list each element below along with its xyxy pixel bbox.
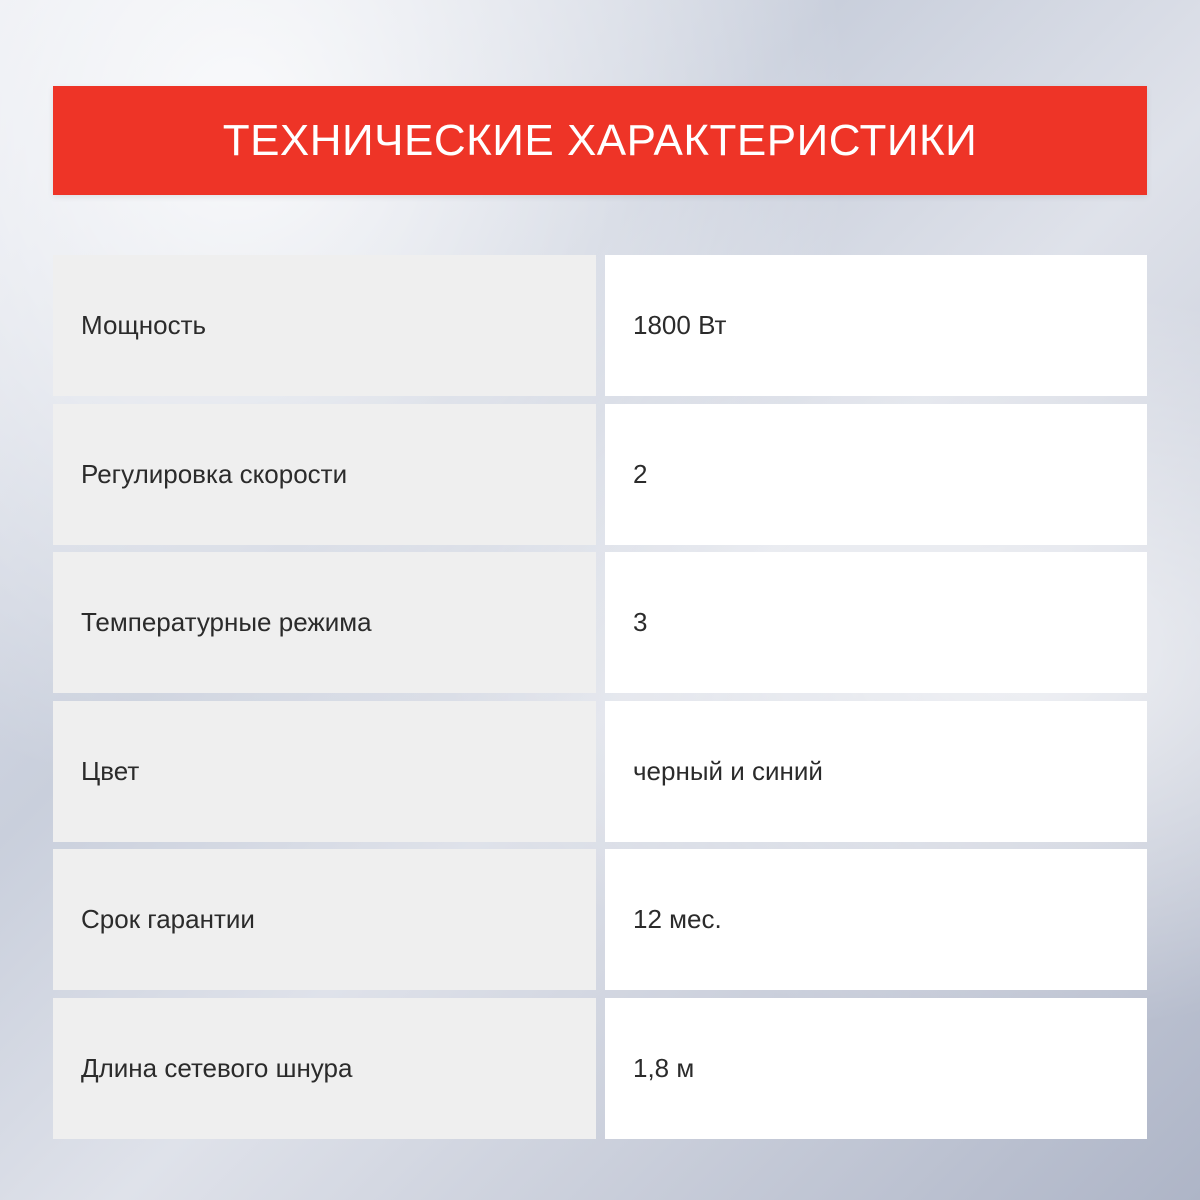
table-row: [53, 701, 1147, 842]
specs-table: [53, 255, 1147, 1139]
spec-value-cord-length: 1,8 м: [605, 998, 1147, 1139]
spec-value-power: 1800 Вт: [605, 255, 1147, 396]
spec-value-color: черный и синий: [605, 701, 1147, 842]
page-title: ТЕХНИЧЕСКИЕ ХАРАКТЕРИСТИКИ: [222, 115, 978, 165]
spec-label-warranty: Срок гарантии: [53, 849, 596, 990]
spec-label-power: Мощность: [53, 255, 596, 396]
title-banner: [53, 86, 1147, 195]
table-row: [53, 552, 1147, 693]
spec-label-speed: Регулировка скорости: [53, 404, 596, 545]
table-row: [53, 255, 1147, 396]
spec-value-temperature: 3: [605, 552, 1147, 693]
table-row: [53, 998, 1147, 1139]
table-row: [53, 849, 1147, 990]
spec-value-speed: 2: [605, 404, 1147, 545]
spec-value-warranty: 12 мес.: [605, 849, 1147, 990]
spec-label-color: Цвет: [53, 701, 596, 842]
spec-label-cord-length: Длина сетевого шнура: [53, 998, 596, 1139]
spec-label-temperature: Температурные режима: [53, 552, 596, 693]
table-row: [53, 404, 1147, 545]
